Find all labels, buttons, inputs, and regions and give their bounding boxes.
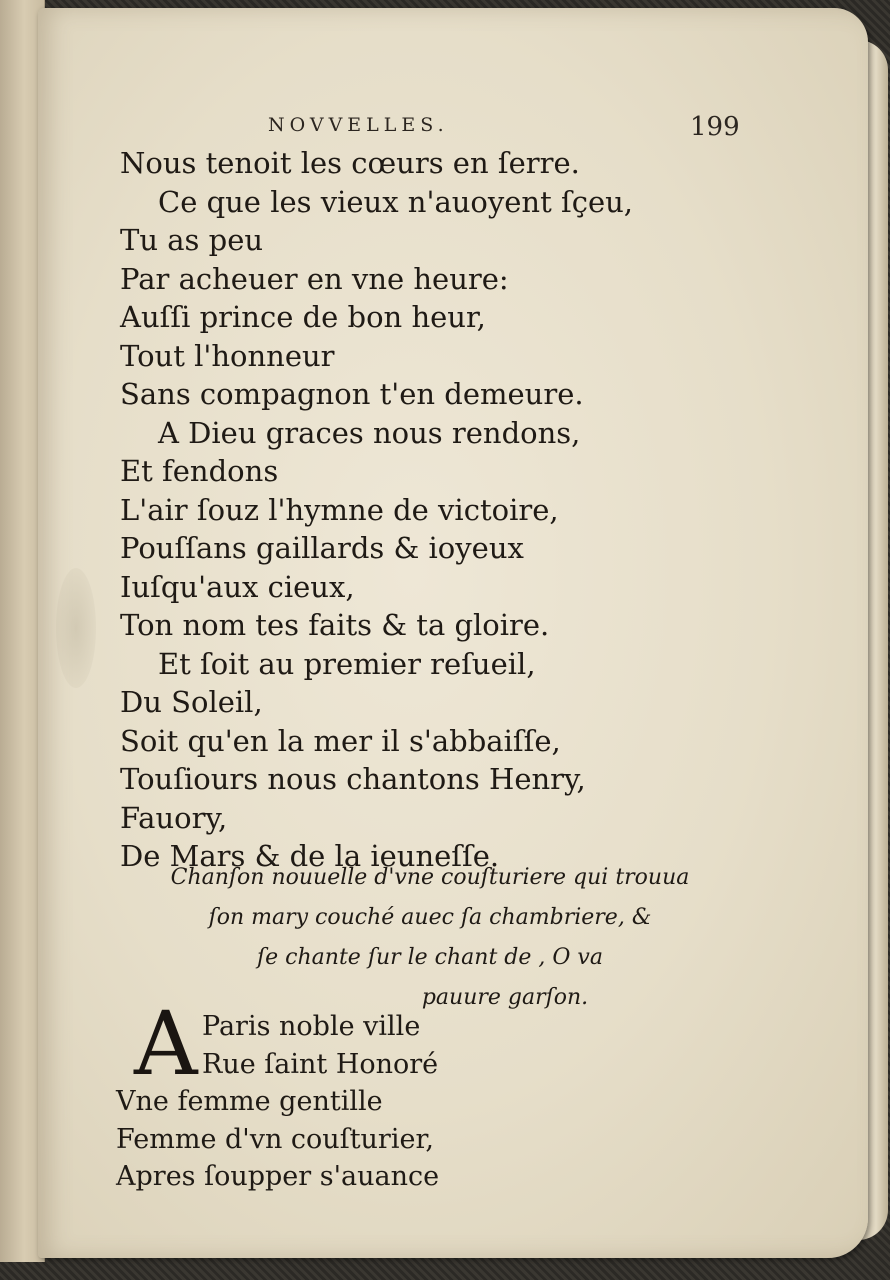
song-heading [110,858,750,1018]
poem-line: Tout l'honneur [120,338,335,373]
poem-line: Touſiours nous chantons Henry, [120,762,586,796]
poem-line: Et ſoit au premier reſueil, [158,646,536,681]
song-heading-line: ſe chante ſur le chant de , O va [257,945,603,970]
song-heading-line: pauure garſon. [421,985,589,1010]
poem-line: Pouſſans gaillards & ioyeux [120,531,524,565]
poem-line: L'air ſouz l'hymne de victoire, [120,492,559,527]
poem-line: Auſſi prince de bon heur, [120,300,486,334]
song-line: Vne femme gentille [116,1086,383,1117]
poem-line: Nous tenoit les cœurs en ſerre. [120,146,580,180]
poem-line: Et fendons [120,454,279,488]
poem-line: Fauory, [120,800,228,835]
song-heading-line: ſon mary couché auec ſa chambriere, & [208,905,652,930]
poem-line: Par acheuer en vne heure: [120,261,509,296]
drop-cap: A [134,992,198,1095]
poem-line: Soit qu'en la mer il s'abbaiſſe, [120,723,561,758]
poem-line: Tu as peu [120,223,264,257]
poem-line: Iuſqu'aux cieux, [120,569,355,604]
running-head: NOVVELLES. [268,114,449,136]
song-line: Rue ſaint Honoré [202,1048,439,1080]
poem-line: Ton nom tes faits & ta gloire. [120,608,550,642]
song-heading-line: Chanſon nouuelle d'vne couſturiere qui trouua [170,865,690,890]
poem-line: Sans compagnon t'en demeure. [120,377,584,411]
poem-text [120,144,740,876]
page-number: 199 [690,112,740,142]
paper-stain [56,568,96,688]
poem-line: Ce que les vieux n'auoyent ſçeu, [158,184,634,219]
song-line: Apres ſoupper s'auance [116,1161,440,1192]
song-line: Femme d'vn couſturier, [116,1123,434,1155]
poem-line: Du Soleil, [120,685,263,719]
song-line: Paris noble ville [202,1011,421,1042]
poem-line: De Mars & de la ieuneſſe. [120,839,500,873]
poem-line: A Dieu graces nous rendons, [158,415,581,450]
